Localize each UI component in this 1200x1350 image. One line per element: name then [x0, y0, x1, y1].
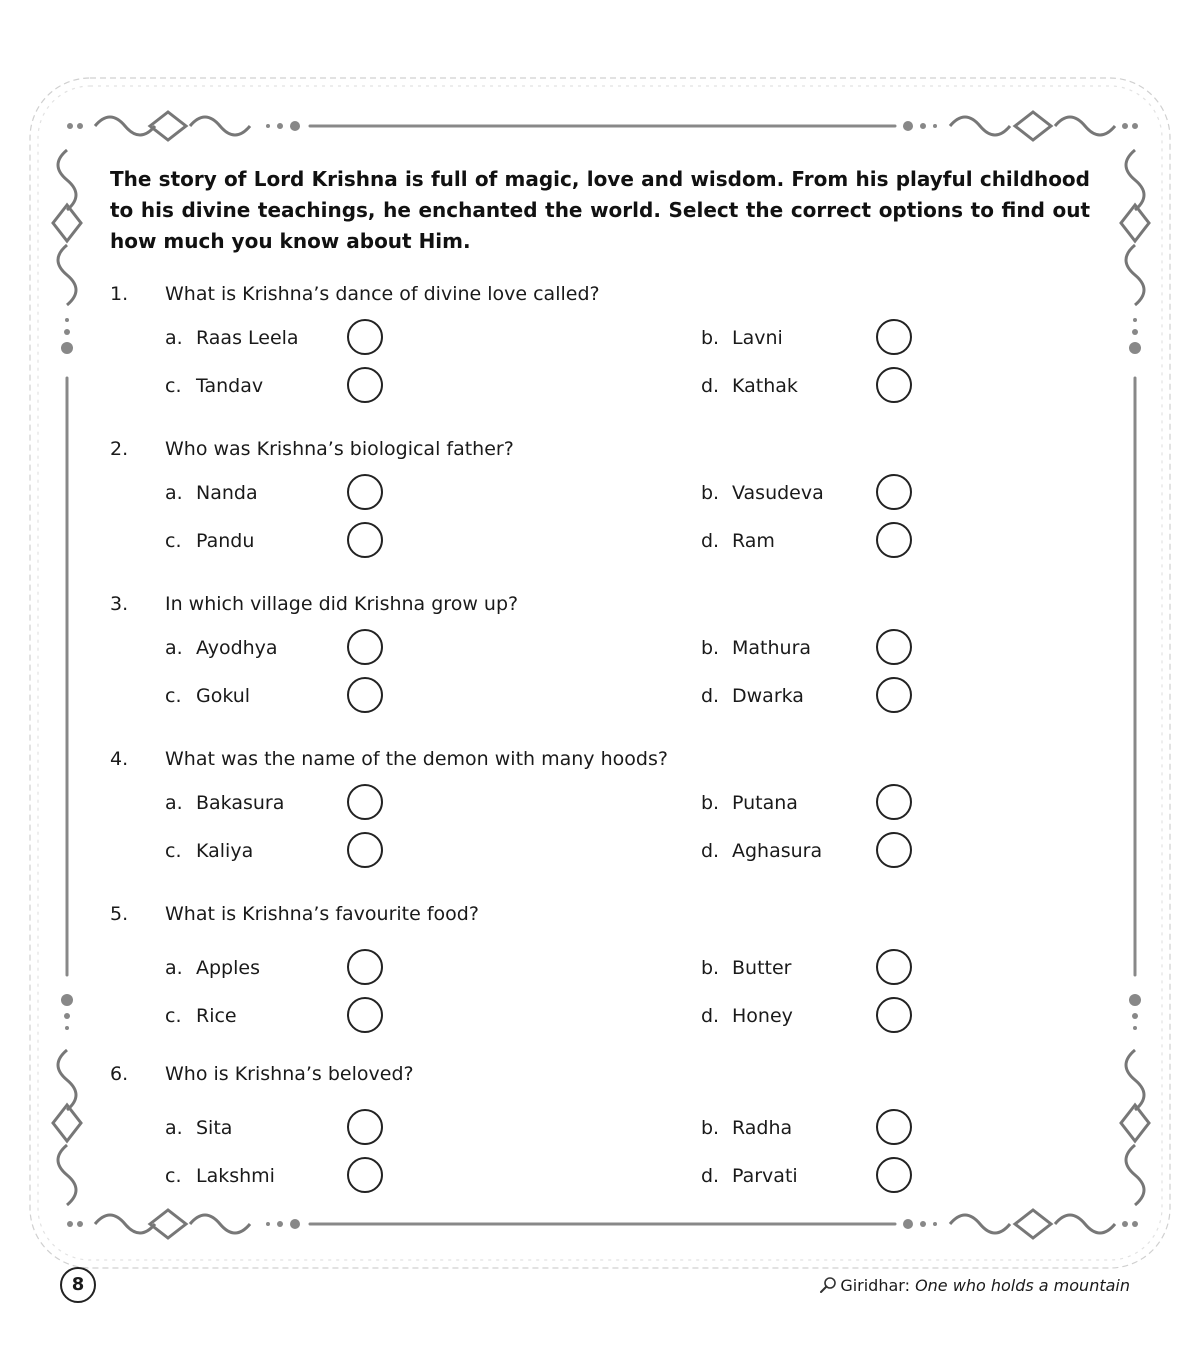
question-number: 3.: [110, 593, 129, 615]
option-letter: b.: [701, 482, 720, 504]
question-text: Who was Krishna’s biological father?: [165, 438, 514, 460]
option-letter: b.: [701, 957, 720, 979]
option-label: Sita: [196, 1117, 233, 1139]
option-label: Tandav: [196, 375, 264, 397]
answer-circle[interactable]: [347, 784, 383, 820]
option-letter: d.: [701, 1005, 720, 1027]
answer-circle[interactable]: [347, 319, 383, 355]
footer-term: Giridhar:: [840, 1276, 910, 1295]
question-1: [110, 283, 1090, 433]
option-4-d[interactable]: [701, 832, 916, 872]
option-letter: c.: [165, 1005, 182, 1027]
option-letter: c.: [165, 1165, 182, 1187]
answer-circle[interactable]: [876, 997, 912, 1033]
option-label: Lavni: [732, 327, 783, 349]
answer-circle[interactable]: [347, 1157, 383, 1193]
option-5-a[interactable]: [165, 949, 387, 989]
option-3-b[interactable]: [701, 629, 916, 669]
option-1-d[interactable]: [701, 367, 916, 407]
question-4: [110, 748, 1090, 898]
option-label: Parvati: [732, 1165, 798, 1187]
option-letter: b.: [701, 792, 720, 814]
option-1-a[interactable]: [165, 319, 387, 359]
answer-circle[interactable]: [876, 474, 912, 510]
option-6-c[interactable]: [165, 1157, 387, 1197]
question-text: What was the name of the demon with many hoods?: [165, 748, 668, 770]
answer-circle[interactable]: [347, 474, 383, 510]
answer-circle[interactable]: [876, 677, 912, 713]
answer-circle[interactable]: [347, 997, 383, 1033]
answer-circle[interactable]: [876, 319, 912, 355]
option-label: Butter: [732, 957, 792, 979]
option-letter: b.: [701, 1117, 720, 1139]
question-number: 4.: [110, 748, 129, 770]
question-number: 6.: [110, 1063, 129, 1085]
option-5-d[interactable]: [701, 997, 916, 1037]
question-number: 5.: [110, 903, 129, 925]
option-4-b[interactable]: [701, 784, 916, 824]
option-5-c[interactable]: [165, 997, 387, 1037]
option-2-c[interactable]: [165, 522, 387, 562]
option-label: Honey: [732, 1005, 793, 1027]
option-letter: d.: [701, 530, 720, 552]
option-letter: a.: [165, 482, 183, 504]
option-3-d[interactable]: [701, 677, 916, 717]
question-number: 1.: [110, 283, 129, 305]
option-letter: c.: [165, 840, 182, 862]
option-label: Gokul: [196, 685, 251, 707]
answer-circle[interactable]: [876, 1109, 912, 1145]
option-2-d[interactable]: [701, 522, 916, 562]
question-text: What is Krishna’s favourite food?: [165, 903, 479, 925]
option-1-b[interactable]: [701, 319, 916, 359]
question-2: [110, 438, 1090, 588]
option-5-b[interactable]: [701, 949, 916, 989]
option-label: Kathak: [732, 375, 798, 397]
option-label: Radha: [732, 1117, 793, 1139]
option-letter: d.: [701, 840, 720, 862]
question-text: Who is Krishna’s beloved?: [165, 1063, 414, 1085]
option-2-a[interactable]: [165, 474, 387, 514]
option-label: Pandu: [196, 530, 255, 552]
option-label: Apples: [196, 957, 260, 979]
option-label: Putana: [732, 792, 798, 814]
option-label: Nanda: [196, 482, 258, 504]
option-2-b[interactable]: [701, 474, 916, 514]
question-text: In which village did Krishna grow up?: [165, 593, 519, 615]
option-label: Rice: [196, 1005, 237, 1027]
answer-circle[interactable]: [876, 1157, 912, 1193]
option-label: Raas Leela: [196, 327, 299, 349]
option-letter: c.: [165, 685, 182, 707]
option-6-d[interactable]: [701, 1157, 916, 1197]
option-3-c[interactable]: [165, 677, 387, 717]
option-3-a[interactable]: [165, 629, 387, 669]
answer-circle[interactable]: [347, 949, 383, 985]
option-6-b[interactable]: [701, 1109, 916, 1149]
answer-circle[interactable]: [347, 832, 383, 868]
question-6: [110, 1063, 1090, 1213]
option-4-c[interactable]: [165, 832, 387, 872]
option-6-a[interactable]: [165, 1109, 387, 1149]
magnifier-icon: [819, 1276, 837, 1294]
option-letter: b.: [701, 637, 720, 659]
option-label: Dwarka: [732, 685, 804, 707]
option-label: Ram: [732, 530, 775, 552]
option-label: Kaliya: [196, 840, 254, 862]
option-label: Aghasura: [732, 840, 823, 862]
option-letter: a.: [165, 792, 183, 814]
option-label: Bakasura: [196, 792, 285, 814]
question-5: [110, 903, 1090, 1053]
option-letter: b.: [701, 327, 720, 349]
answer-circle[interactable]: [876, 367, 912, 403]
answer-circle[interactable]: [876, 949, 912, 985]
option-letter: d.: [701, 1165, 720, 1187]
answer-circle[interactable]: [876, 522, 912, 558]
option-letter: a.: [165, 637, 183, 659]
answer-circle[interactable]: [876, 784, 912, 820]
instructions: The story of Lord Krishna is full of magic, love and wisdom. From his playful childhood to his divine teachings, he enchanted the world. Select the correct options to find out how much you know about Him.: [110, 167, 1090, 253]
answer-circle[interactable]: [347, 677, 383, 713]
question-number: 2.: [110, 438, 129, 460]
answer-circle[interactable]: [347, 367, 383, 403]
option-letter: c.: [165, 530, 182, 552]
answer-circle[interactable]: [347, 1109, 383, 1145]
option-label: Ayodhya: [196, 637, 278, 659]
option-letter: a.: [165, 327, 183, 349]
option-letter: d.: [701, 375, 720, 397]
option-label: Vasudeva: [732, 482, 824, 504]
option-label: Mathura: [732, 637, 812, 659]
option-letter: d.: [701, 685, 720, 707]
answer-circle[interactable]: [347, 522, 383, 558]
question-3: [110, 593, 1090, 743]
answer-circle[interactable]: [876, 832, 912, 868]
question-text: What is Krishna’s dance of divine love called?: [165, 283, 600, 305]
option-letter: a.: [165, 1117, 183, 1139]
option-label: Lakshmi: [196, 1165, 275, 1187]
answer-circle[interactable]: [347, 629, 383, 665]
option-4-a[interactable]: [165, 784, 387, 824]
option-1-c[interactable]: [165, 367, 387, 407]
page-number: 8: [60, 1267, 96, 1303]
answer-circle[interactable]: [876, 629, 912, 665]
footer-meaning: One who holds a mountain: [915, 1276, 1130, 1295]
option-letter: a.: [165, 957, 183, 979]
footer-note: [819, 1276, 1130, 1295]
option-letter: c.: [165, 375, 182, 397]
